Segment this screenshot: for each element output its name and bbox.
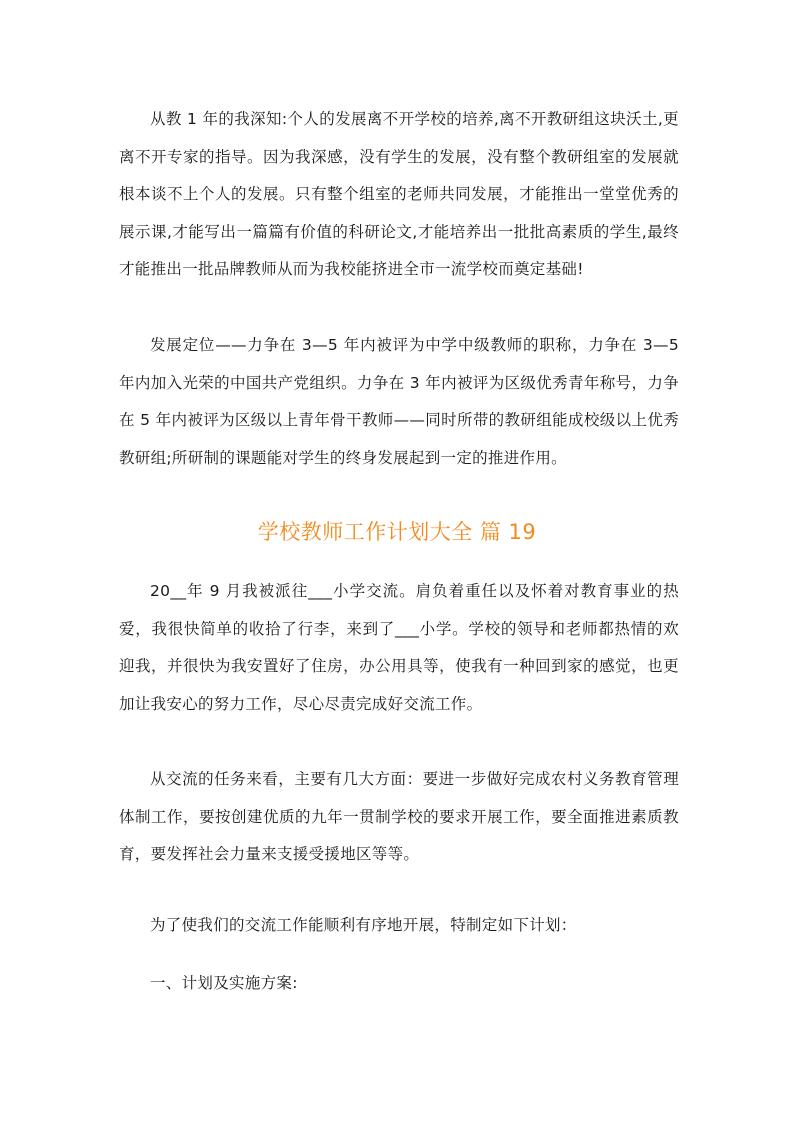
paragraph-development-goals: 发展定位——力争在 3—5 年内被评为中学中级教师的职称，力争在 3—5 年内加入光荣的中国共产党组织。力争在 3 年内被评为区级优秀青年称号，力争在 5 年内被评为区级以上青年骨干教师——同时所带的教研组能成校级以上优秀教研组;所研制的课题能对学生的终身发展起到一定的推进作用。 bbox=[119, 336, 679, 467]
paragraph-plan-intro: 为了使我们的交流工作能顺利有序地开展，特制定如下计划： bbox=[150, 916, 577, 934]
paragraph-exchange-intro: 20__年 9 月我被派往___小学交流。肩负着重任以及怀着对教育事业的热爱，我很快简单的收拾了行李，来到了___小学。学校的领导和老师都热情的欢迎我，并很快为我安置好了住房，办公用具等，使我有一种回到家的感觉，也更加让我安心的努力工作，尽心尽责完成好交流工作。 bbox=[119, 582, 679, 713]
section-heading: 学校教师工作计划大全 篇 19 bbox=[257, 520, 537, 544]
paragraph-teaching-experience: 从教 1 年的我深知:个人的发展离不开学校的培养,离不开教研组这块沃土,更离不开专家的指导。因为我深感，没有学生的发展，没有整个教研组室的发展就根本谈不上个人的发展。只有整个组室的老师共同发展，才能推出一堂堂优秀的展示课,才能写出一篇篇有价值的科研论文,才能培养出一批批高素质的学生,最终才能推出一批品牌教师从而为我校能挤进全市一流学校而奠定基础! bbox=[119, 110, 679, 278]
paragraph-exchange-tasks: 从交流的任务来看，主要有几大方面：要进一步做好完成农村义务教育管理体制工作，要按创建优质的九年一贯制学校的要求开展工作，要全面推进素质教育，要发挥社会力量来支援受援地区等等。 bbox=[119, 770, 679, 863]
paragraph-plan-heading: 一、计划及实施方案: bbox=[150, 974, 298, 992]
